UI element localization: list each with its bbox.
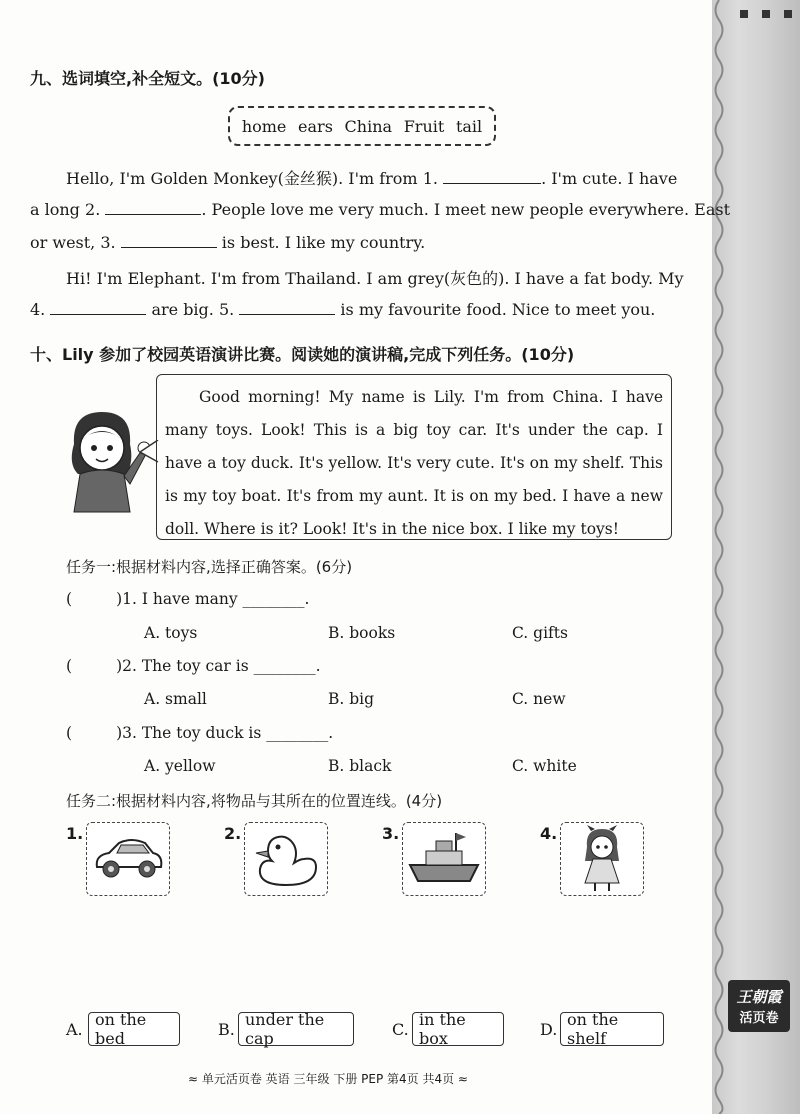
question-1 [66, 590, 310, 608]
word-bank-item: China [344, 116, 393, 136]
passage-text: or west, 3. [30, 233, 116, 252]
answer-paren[interactable]: ( [66, 657, 73, 675]
picture-item-2[interactable] [244, 822, 328, 896]
place-in-the-box[interactable]: in the box [412, 1012, 504, 1046]
word-bank-item: Fruit [403, 116, 445, 136]
picture-item-4[interactable] [560, 822, 644, 896]
option[interactable]: C. white [512, 757, 577, 775]
passage-text: Hello, I'm Golden Monkey(金丝猴). I'm from 1. [66, 169, 438, 188]
option[interactable]: A. yellow [144, 757, 216, 775]
section10-title: 十、Lily 参加了校园英语演讲比赛。阅读她的演讲稿,完成下列任务。(10分) [30, 345, 575, 364]
passage-text: . I'm cute. I have [541, 169, 678, 188]
passage-text: Hi! I'm Elephant. I'm from Thailand. I am grey(灰色的). I have a fat body. My [66, 269, 684, 288]
task1-title: 任务一:根据材料内容,选择正确答案。(6分) [66, 558, 353, 576]
task2-title: 任务二:根据材料内容,将物品与其所在的位置连线。(4分) [66, 792, 443, 810]
passage-text: is my favourite food. Nice to meet you. [335, 300, 656, 319]
place-on-the-bed[interactable]: on the bed [88, 1012, 180, 1046]
picture-item-3[interactable] [402, 822, 486, 896]
passage-text: is best. I like my country. [216, 233, 426, 252]
word-bank-item: ears [298, 116, 333, 136]
place-letter: D. [540, 1020, 558, 1039]
option[interactable]: A. toys [144, 624, 198, 642]
option[interactable]: B. big [328, 690, 375, 708]
passage-line-3 [30, 233, 425, 252]
option[interactable]: B. black [328, 757, 392, 775]
girl-illustration-icon [54, 404, 154, 516]
item-number: 1. [66, 824, 84, 843]
registration-marks [740, 10, 792, 18]
place-letter: B. [218, 1020, 235, 1039]
blank-3[interactable] [121, 233, 217, 248]
toy-boat-icon [406, 829, 482, 889]
blank-2[interactable] [105, 200, 201, 215]
option[interactable]: C. gifts [512, 624, 568, 642]
page-footer: ≈ 单元活页卷 英语 三年级 下册 PEP 第4页 共4页 ≈ [188, 1072, 468, 1086]
answer-paren[interactable]: ( [66, 590, 73, 608]
question-stem: )3. The toy duck is ________. [116, 724, 334, 742]
item-number: 2. [224, 824, 242, 843]
question-3 [66, 724, 333, 742]
blank-4[interactable] [50, 300, 146, 315]
speech-text: Good morning! My name is Lily. I'm from China. I have many toys. Look! This is a big toy car. It's under the cap. I have a toy duck. It's yellow. It's very cute. It's on my shelf. This is my toy boat. It's from my aunt. It is on my bed. I have a new doll. Where is it? Look! It's in the nice box. I like my toys! [165, 388, 663, 538]
badge-sub: 活页卷 [739, 1011, 779, 1026]
passage-line-5 [30, 300, 655, 319]
question-2 [66, 657, 321, 675]
toy-car-icon [91, 833, 165, 885]
publisher-badge [728, 980, 790, 1032]
word-bank-item: tail [455, 116, 483, 136]
question-stem: )2. The toy car is ________. [116, 657, 321, 675]
word-bank-item: home [241, 116, 287, 136]
toy-duck-icon [250, 829, 322, 889]
question-stem: )1. I have many ________. [116, 590, 310, 608]
item-number: 3. [382, 824, 400, 843]
blank-1[interactable] [443, 169, 541, 184]
passage-text: a long 2. [30, 200, 101, 219]
place-under-the-cap[interactable]: under the cap [238, 1012, 354, 1046]
option[interactable]: A. small [144, 690, 207, 708]
passage-line-2 [30, 200, 730, 219]
place-letter: C. [392, 1020, 409, 1039]
wavy-edge-decoration [712, 0, 726, 1114]
passage-text: 4. [30, 300, 46, 319]
option[interactable]: B. books [328, 624, 396, 642]
item-number: 4. [540, 824, 558, 843]
speech-text-box [156, 374, 672, 540]
option[interactable]: C. new [512, 690, 566, 708]
passage-text: are big. 5. [146, 300, 235, 319]
answer-paren[interactable]: ( [66, 724, 73, 742]
blank-5[interactable] [239, 300, 335, 315]
passage-line-4 [66, 266, 684, 289]
badge-brand: 王朝霞 [736, 988, 782, 1006]
place-letter: A. [66, 1020, 83, 1039]
side-binding-strip [712, 0, 800, 1114]
passage-text: . People love me very much. I meet new people everywhere. East [201, 200, 730, 219]
doll-icon [577, 825, 627, 893]
place-on-the-shelf[interactable]: on the shelf [560, 1012, 664, 1046]
picture-item-1[interactable] [86, 822, 170, 896]
section9-title: 九、选词填空,补全短文。(10分) [30, 69, 265, 88]
passage-line-1 [66, 166, 677, 189]
word-bank [228, 106, 496, 146]
